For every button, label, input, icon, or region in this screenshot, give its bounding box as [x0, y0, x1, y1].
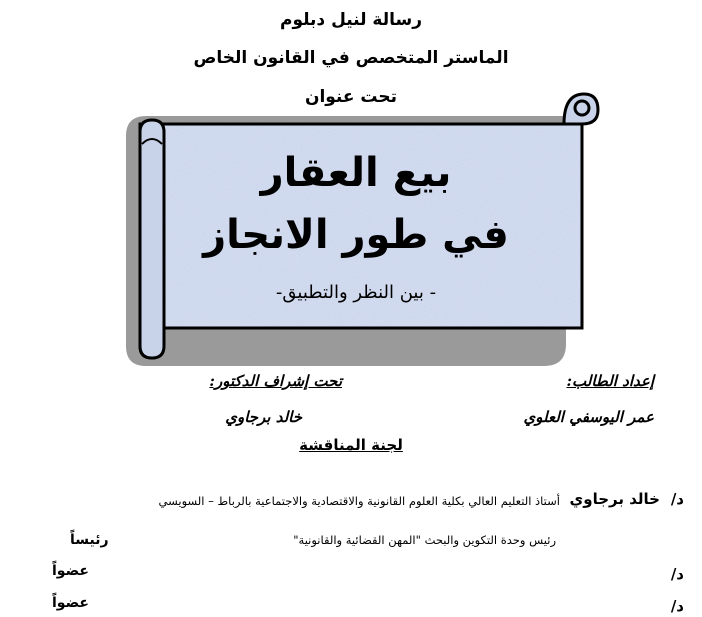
student-name: عمر اليوسفي العلوي: [523, 408, 654, 426]
supervisor-name: خالد برجاوي: [225, 408, 302, 426]
scroll-title-1: بيع العقار: [260, 150, 452, 196]
scroll-title-2: في طور الانجاز: [203, 212, 509, 258]
header-line-2: الماستر المتخصص في القانون الخاص: [193, 48, 509, 68]
student-label: إعداد الطالب:: [566, 372, 654, 390]
member-1-name: خالد برجاوي: [569, 490, 660, 508]
member-2-role: عضواً: [52, 563, 89, 579]
member-3-role: عضواً: [52, 595, 89, 611]
title-scroll-banner: [112, 84, 600, 370]
member-1-role: رئيساً: [70, 532, 109, 548]
scroll-subtitle: - بين النظر والتطبيق-: [275, 282, 437, 303]
member-1-desc-2: رئيس وحدة التكوين والبحث "المهن القضائية والقانونية": [293, 533, 556, 547]
header-line-1: رسالة لنيل دبلوم: [279, 10, 423, 30]
committee-title: لجنة المناقشة: [299, 436, 403, 454]
member-1-desc-1: أستاذ التعليم العالي بكلية العلوم القانونية والاقتصادية والاجتماعية بالرباط – السويسي: [158, 494, 560, 508]
member-2-prefix: د/: [670, 565, 684, 583]
member-1-prefix: د/: [670, 490, 684, 508]
supervisor-label: تحت إشراف الدكتور:: [209, 372, 342, 390]
member-3-prefix: د/: [670, 597, 684, 615]
header-line-3: تحت عنوان: [304, 87, 398, 107]
